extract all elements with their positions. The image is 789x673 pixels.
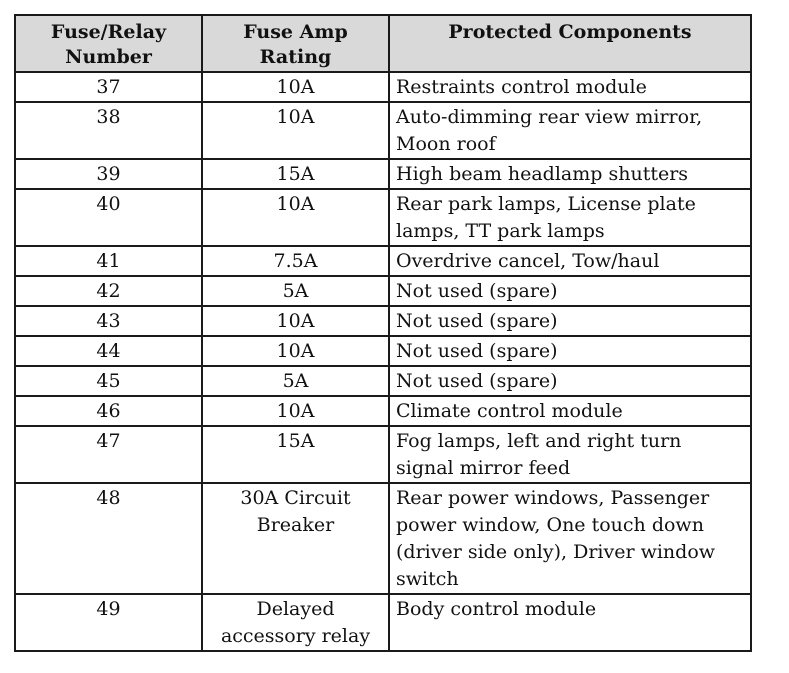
table-row [15, 336, 751, 366]
protected-components-cell [389, 276, 751, 306]
header-protected-components [389, 15, 751, 72]
amp-rating-cell [202, 276, 389, 306]
component-line: switch [396, 568, 459, 590]
component-line: power window, One touch down [396, 514, 704, 536]
component-line: Not used (spare) [396, 340, 558, 362]
component-line: Not used (spare) [396, 370, 558, 392]
amp-rating-line: 15A [276, 430, 315, 452]
fuse-number-cell: 41 [15, 246, 202, 276]
header-line: Protected Components [448, 21, 692, 43]
protected-components-cell [389, 483, 751, 594]
header-fuse-relay-number [15, 15, 202, 72]
amp-rating-cell [202, 72, 389, 102]
fuse-number-cell: 46 [15, 396, 202, 426]
amp-rating-line: 15A [276, 163, 315, 185]
amp-rating-line: Breaker [256, 514, 335, 536]
amp-rating-line: 10A [276, 106, 315, 128]
amp-rating-line: 10A [276, 310, 315, 332]
table-row [15, 189, 751, 246]
header-fuse-amp-rating [202, 15, 389, 72]
protected-components-cell [389, 366, 751, 396]
component-line: signal mirror feed [396, 457, 571, 479]
amp-rating-line: 10A [276, 193, 315, 215]
fuse-number-cell: 45 [15, 366, 202, 396]
amp-rating-line: accessory relay [220, 625, 371, 647]
table-row [15, 483, 751, 594]
fuse-number-cell: 39 [15, 159, 202, 189]
table-row [15, 159, 751, 189]
component-line: Auto-dimming rear view mirror, [396, 106, 703, 128]
amp-rating-line: Delayed [256, 598, 335, 620]
amp-rating-cell [202, 189, 389, 246]
amp-rating-cell [202, 246, 389, 276]
table-row [15, 396, 751, 426]
fuse-number-cell: 37 [15, 72, 202, 102]
table-row [15, 306, 751, 336]
protected-components-cell [389, 594, 751, 651]
amp-rating-line: 10A [276, 340, 315, 362]
fuse-number-cell: 38 [15, 102, 202, 159]
amp-rating-cell [202, 366, 389, 396]
component-line: (driver side only), Driver window [396, 541, 716, 563]
component-line: Rear power windows, Passenger [396, 487, 710, 509]
fuse-number-cell: 48 [15, 483, 202, 594]
component-line: Moon roof [396, 133, 496, 155]
table-row [15, 102, 751, 159]
amp-rating-cell [202, 426, 389, 483]
header-line: Fuse Amp [243, 21, 348, 43]
protected-components-cell [389, 189, 751, 246]
amp-rating-line: 10A [276, 76, 315, 98]
table-row [15, 72, 751, 102]
component-line: lamps, TT park lamps [396, 220, 605, 242]
amp-rating-cell [202, 483, 389, 594]
component-line: Overdrive cancel, Tow/haul [396, 250, 660, 272]
table-body [15, 72, 751, 651]
header-line: Number [65, 46, 152, 68]
table-row [15, 594, 751, 651]
component-line: High beam headlamp shutters [396, 163, 689, 185]
fuse-number-cell: 42 [15, 276, 202, 306]
protected-components-cell [389, 396, 751, 426]
amp-rating-cell [202, 594, 389, 651]
fuse-number-cell: 40 [15, 189, 202, 246]
amp-rating-cell [202, 306, 389, 336]
component-line: Body control module [396, 598, 597, 620]
table-row [15, 426, 751, 483]
protected-components-cell [389, 426, 751, 483]
protected-components-cell [389, 306, 751, 336]
header-line: Rating [259, 46, 332, 68]
amp-rating-line: 30A Circuit [240, 487, 351, 509]
fuse-number-cell: 43 [15, 306, 202, 336]
amp-rating-cell [202, 396, 389, 426]
header-row [15, 15, 751, 72]
fuse-relay-table [14, 14, 752, 652]
table-header [15, 15, 751, 72]
table-row [15, 276, 751, 306]
component-line: Fog lamps, left and right turn [396, 430, 682, 452]
component-line: Restraints control module [396, 76, 647, 98]
amp-rating-cell [202, 102, 389, 159]
component-line: Not used (spare) [396, 310, 558, 332]
amp-rating-cell [202, 159, 389, 189]
component-line: Climate control module [396, 400, 623, 422]
fuse-number-cell: 44 [15, 336, 202, 366]
component-line: Rear park lamps, License plate [396, 193, 696, 215]
protected-components-cell [389, 336, 751, 366]
fuse-number-cell: 47 [15, 426, 202, 483]
amp-rating-cell [202, 336, 389, 366]
amp-rating-line: 5A [282, 280, 309, 302]
protected-components-cell [389, 72, 751, 102]
header-line: Fuse/Relay [50, 21, 167, 43]
protected-components-cell [389, 159, 751, 189]
protected-components-cell [389, 246, 751, 276]
amp-rating-line: 7.5A [273, 250, 318, 272]
protected-components-cell [389, 102, 751, 159]
table-row [15, 366, 751, 396]
amp-rating-line: 5A [282, 370, 309, 392]
fuse-number-cell: 49 [15, 594, 202, 651]
component-line: Not used (spare) [396, 280, 558, 302]
amp-rating-line: 10A [276, 400, 315, 422]
table-row [15, 246, 751, 276]
